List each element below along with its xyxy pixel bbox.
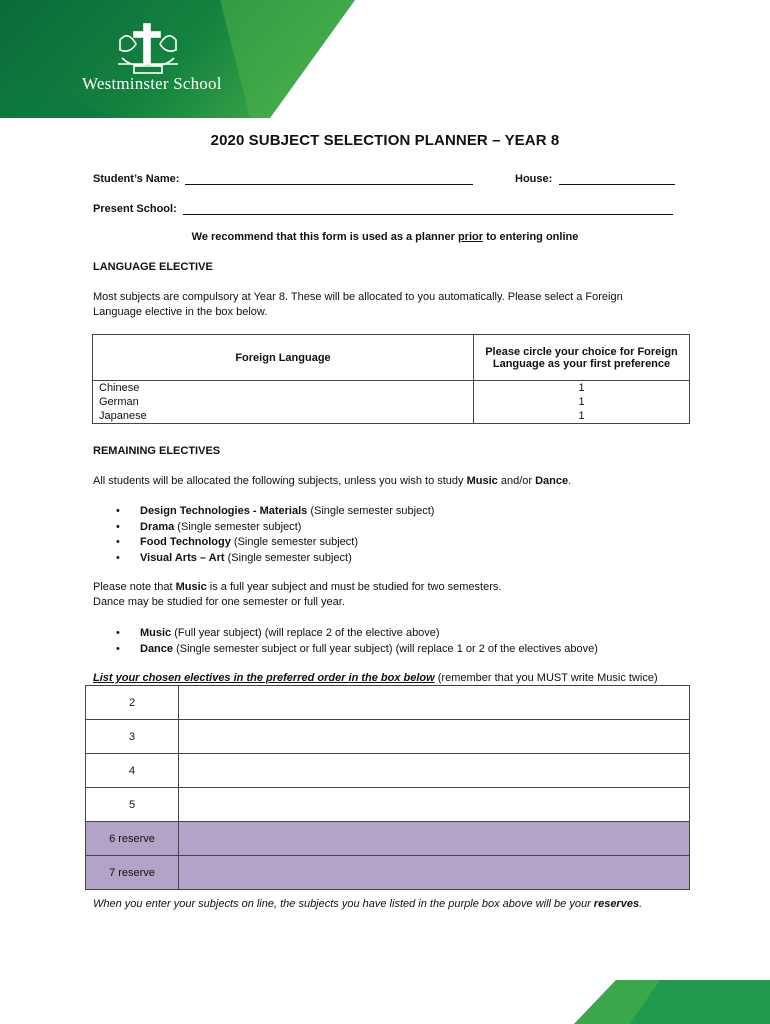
present-school-label: Present School: — [93, 203, 177, 215]
bullet-icon: • — [116, 536, 120, 549]
choice-column-header — [474, 335, 690, 381]
language-choice[interactable]: 1 — [474, 381, 690, 396]
recommend-note-pre: We recommend that this form is used as a planner — [191, 231, 458, 243]
rank-label: 2 — [86, 686, 179, 720]
language-choice[interactable]: 1 — [474, 409, 690, 424]
order-instruction-post: (remember that you MUST write Music twice) — [434, 672, 658, 684]
rank-label: 7 reserve — [86, 856, 179, 890]
language-intro — [93, 290, 623, 320]
dance-note-line: Dance may be studied for one semester or full year. — [93, 596, 345, 608]
subject-name: Food Technology — [140, 536, 231, 549]
list-item — [113, 504, 434, 520]
reserve-row — [86, 856, 690, 890]
subject-note: (Single semester subject) — [307, 505, 435, 517]
student-name-field[interactable] — [185, 172, 473, 185]
language-name: Japanese — [93, 409, 474, 424]
recommend-note-emph: prior — [457, 231, 484, 243]
reserve-entry-field[interactable] — [179, 822, 690, 856]
list-item — [113, 642, 598, 658]
rank-label: 6 reserve — [86, 822, 179, 856]
language-intro-line1: Most subjects are compulsory at Year 8. These will be allocated to you automatically. Please select a Foreign — [93, 291, 623, 303]
table-row — [86, 754, 690, 788]
subject-note: (Single semester subject) — [174, 520, 302, 533]
elective-entry-field[interactable] — [179, 686, 690, 720]
footer-banner — [530, 980, 770, 1024]
elective-order-table — [85, 685, 690, 890]
table-row — [93, 395, 690, 409]
language-name: German — [93, 395, 474, 409]
bullet-icon: • — [116, 551, 120, 564]
reserve-entry-field[interactable] — [179, 856, 690, 890]
elective-entry-field[interactable] — [179, 720, 690, 754]
present-school-field[interactable] — [183, 202, 673, 215]
music-note-line — [93, 580, 501, 595]
remaining-intro-music: Music — [466, 475, 498, 487]
extra-subjects-list — [113, 626, 598, 657]
subject-note: (Single semester subject or full year subject) (will replace 1 or 2 of the electives above) — [173, 642, 598, 655]
subject-note: (Full year subject) (will replace 2 of the elective above) — [171, 627, 440, 639]
subject-name: Visual Arts – Art — [140, 551, 225, 564]
reserves-footer-note — [93, 898, 642, 910]
music-note-music: Music — [175, 581, 207, 593]
table-row — [93, 409, 690, 424]
table-row — [93, 381, 690, 396]
footer-note-emph: reserves — [593, 898, 640, 910]
order-instruction — [93, 671, 658, 686]
language-table-header — [93, 335, 690, 381]
list-item — [113, 520, 434, 536]
rank-label: 5 — [86, 788, 179, 822]
music-note-post: is a full year subject and must be studied for two semesters. — [206, 581, 502, 593]
table-row — [86, 686, 690, 720]
subject-name: Music — [140, 627, 172, 639]
footer-note-pre: When you enter your subjects on line, the subjects you have listed in the purple box above will be your — [93, 898, 594, 910]
house-row — [515, 172, 675, 185]
elective-entry-field[interactable] — [179, 754, 690, 788]
bullet-icon: • — [116, 627, 120, 639]
remaining-intro-pre: All students will be allocated the following subjects, unless you wish to study — [93, 475, 467, 487]
school-name: Westminster School — [82, 74, 222, 93]
page-title: 2020 SUBJECT SELECTION PLANNER – YEAR 8 — [210, 132, 560, 149]
recommend-note-post: to entering online — [483, 231, 579, 243]
language-column-header: Foreign Language — [93, 335, 474, 381]
music-dance-note — [93, 580, 501, 610]
table-row — [86, 788, 690, 822]
student-name-row — [93, 172, 473, 185]
bullet-icon: • — [116, 520, 120, 533]
remaining-intro-mid: and/or — [497, 475, 536, 487]
remaining-intro — [93, 474, 571, 489]
remaining-intro-post: . — [568, 475, 572, 487]
subject-name: Dance — [140, 642, 174, 655]
list-item — [113, 626, 598, 642]
default-subjects-list — [113, 504, 434, 566]
order-instruction-emph: List your chosen electives in the preferred order in the box below — [93, 672, 435, 684]
language-table — [92, 334, 690, 424]
subject-name: Design Technologies - Materials — [140, 505, 308, 517]
language-name: Chinese — [93, 381, 474, 396]
choice-header-line1: Please circle your choice for Foreign — [485, 345, 678, 358]
music-note-pre: Please note that — [93, 581, 176, 593]
remaining-electives-heading: REMAINING ELECTIVES — [93, 445, 221, 457]
choice-header-line2: Language as your first preference — [492, 357, 671, 370]
subject-note: (Single semester subject) — [230, 536, 359, 549]
present-school-row — [93, 202, 673, 215]
list-item — [113, 551, 434, 567]
list-item — [113, 535, 434, 551]
language-choice[interactable]: 1 — [474, 395, 690, 409]
subject-name: Drama — [140, 520, 175, 533]
remaining-intro-dance: Dance — [535, 475, 569, 487]
house-field[interactable] — [559, 172, 675, 185]
footer-note-post: . — [639, 898, 643, 910]
house-label: House: — [515, 173, 553, 185]
bullet-icon: • — [116, 642, 120, 655]
rank-label: 3 — [86, 720, 179, 754]
subject-note: (Single semester subject) — [224, 551, 352, 564]
elective-entry-field[interactable] — [179, 788, 690, 822]
reserve-row — [86, 822, 690, 856]
recommend-note — [0, 231, 770, 243]
rank-label: 4 — [86, 754, 179, 788]
language-elective-heading: LANGUAGE ELECTIVE — [93, 261, 213, 273]
language-intro-line2: Language elective in the box below. — [93, 306, 268, 318]
student-name-label: Student’s Name: — [93, 173, 180, 185]
bullet-icon: • — [116, 505, 120, 517]
table-row — [86, 720, 690, 754]
